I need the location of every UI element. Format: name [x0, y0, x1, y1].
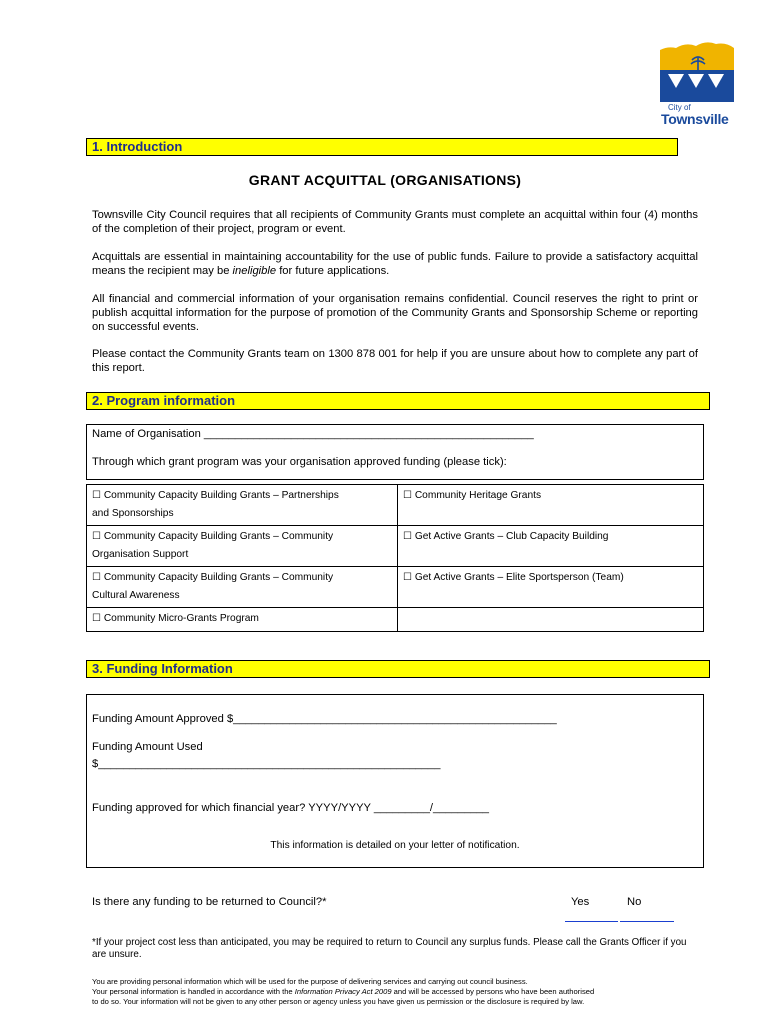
funding-used-field[interactable]: $_______________________________________________________ [92, 758, 441, 770]
option-label: Cultural Awareness [92, 590, 180, 601]
option-club-capacity[interactable] [403, 528, 608, 546]
checkbox-icon[interactable]: ☐ [92, 572, 101, 583]
checkbox-icon[interactable]: ☐ [403, 572, 412, 583]
checkbox-icon[interactable]: ☐ [403, 490, 412, 501]
intro-p2-ineligible: ineligible [232, 265, 277, 277]
privacy-text: and will be accessed by persons who have been authorised [391, 987, 595, 996]
checkbox-icon[interactable]: ☐ [92, 613, 101, 624]
no-answer-line[interactable] [620, 921, 674, 922]
organisation-name-field[interactable]: Name of Organisation _____________________________________________________ [92, 428, 534, 440]
notification-note: This information is detailed on your letter of notification. [270, 840, 520, 851]
yes-answer-line[interactable] [565, 921, 618, 922]
grant-program-question: Through which grant program was your organisation approved funding (please tick): [92, 456, 507, 468]
option-elite-sportsperson[interactable] [403, 569, 624, 587]
table-column-divider [397, 484, 398, 632]
privacy-text: Your personal information is handled in accordance with the [92, 987, 295, 996]
logo-city-of: City of [668, 103, 691, 112]
option-label: Community Heritage Grants [414, 490, 542, 501]
option-label: Community Capacity Building Grants – Partnerships [103, 490, 339, 501]
option-label: Organisation Support [92, 549, 189, 560]
intro-p2-text-end: for future applications. [276, 265, 390, 277]
option-label: Get Active Grants – Elite Sportsperson (Team) [414, 572, 624, 583]
option-partnerships[interactable] [92, 487, 392, 523]
option-cultural-awareness[interactable] [92, 569, 392, 605]
funding-approved-field[interactable]: Funding Amount Approved $____________________________________________________ [92, 713, 557, 725]
financial-year-field[interactable]: Funding approved for which financial year? YYYY/YYYY _________/_________ [92, 802, 490, 814]
table-row-divider [86, 607, 704, 608]
option-heritage[interactable] [403, 487, 541, 505]
checkbox-icon[interactable]: ☐ [403, 531, 412, 542]
no-option[interactable]: No [627, 896, 642, 908]
privacy-act-name: Information Privacy Act 2009 [294, 987, 392, 996]
intro-p2-text: Acquittals are essential in maintaining accountability for the use of public funds. Failure to provide a satisfactory acquittal means the recipient may be [92, 251, 698, 277]
option-label: Get Active Grants – Club Capacity Building [414, 531, 609, 542]
option-label: Community Capacity Building Grants – Community [103, 572, 334, 583]
funding-used-label: Funding Amount Used [92, 741, 203, 753]
section-program-title: 2. Program information [92, 393, 236, 408]
section-introduction-header [86, 138, 678, 156]
intro-paragraph-1: Townsville City Council requires that all recipients of Community Grants must complete an acquittal within four (4) months of the completion of their project, program or event. [92, 209, 698, 235]
section-introduction-title: 1. Introduction [92, 139, 183, 154]
logo-townsville: Townsville [661, 111, 729, 127]
intro-paragraph-3: All financial and commercial information of your organisation remains confidential. Council reserves the right to print or publish acquittal information for the purpose of promotion of the Community Grants and Sponsorship Scheme or reporting on successful events. [92, 293, 698, 333]
checkbox-icon[interactable]: ☐ [92, 531, 101, 542]
intro-paragraph-2 [92, 250, 698, 278]
townsville-logo [658, 38, 736, 126]
table-row-divider [86, 566, 704, 567]
document-title: GRANT ACQUITTAL (ORGANISATIONS) [248, 172, 522, 188]
surplus-funds-footnote: *If your project cost less than anticipated, you may be required to return to Council any surplus funds. Please call the Grants Officer if you are unsure. [92, 937, 687, 960]
option-micro-grants[interactable] [92, 610, 259, 628]
checkbox-icon[interactable]: ☐ [92, 490, 101, 501]
section-funding-header [86, 660, 710, 678]
option-label: and Sponsorships [92, 508, 174, 519]
option-organisation-support[interactable] [92, 528, 392, 564]
privacy-notice [92, 977, 712, 1007]
return-funding-question: Is there any funding to be returned to Council?* [92, 896, 327, 908]
table-row-divider [86, 525, 704, 526]
yes-option[interactable]: Yes [571, 896, 590, 908]
intro-paragraph-4: Please contact the Community Grants team on 1300 878 001 for help if you are unsure about how to complete any part of this report. [92, 348, 698, 374]
option-label: Community Capacity Building Grants – Community [103, 531, 334, 542]
option-label: Community Micro-Grants Program [103, 613, 259, 624]
privacy-line-3: to do so. Your information will not be given to any other person or agency unless you have given us permission or the disclosure is required by law. [92, 997, 585, 1006]
privacy-line-1: You are providing personal information which will be used for the purpose of delivering services and carrying out council business. [92, 977, 528, 986]
section-funding-title: 3. Funding Information [92, 661, 233, 676]
section-program-header [86, 392, 710, 410]
privacy-line-2 [92, 987, 712, 997]
